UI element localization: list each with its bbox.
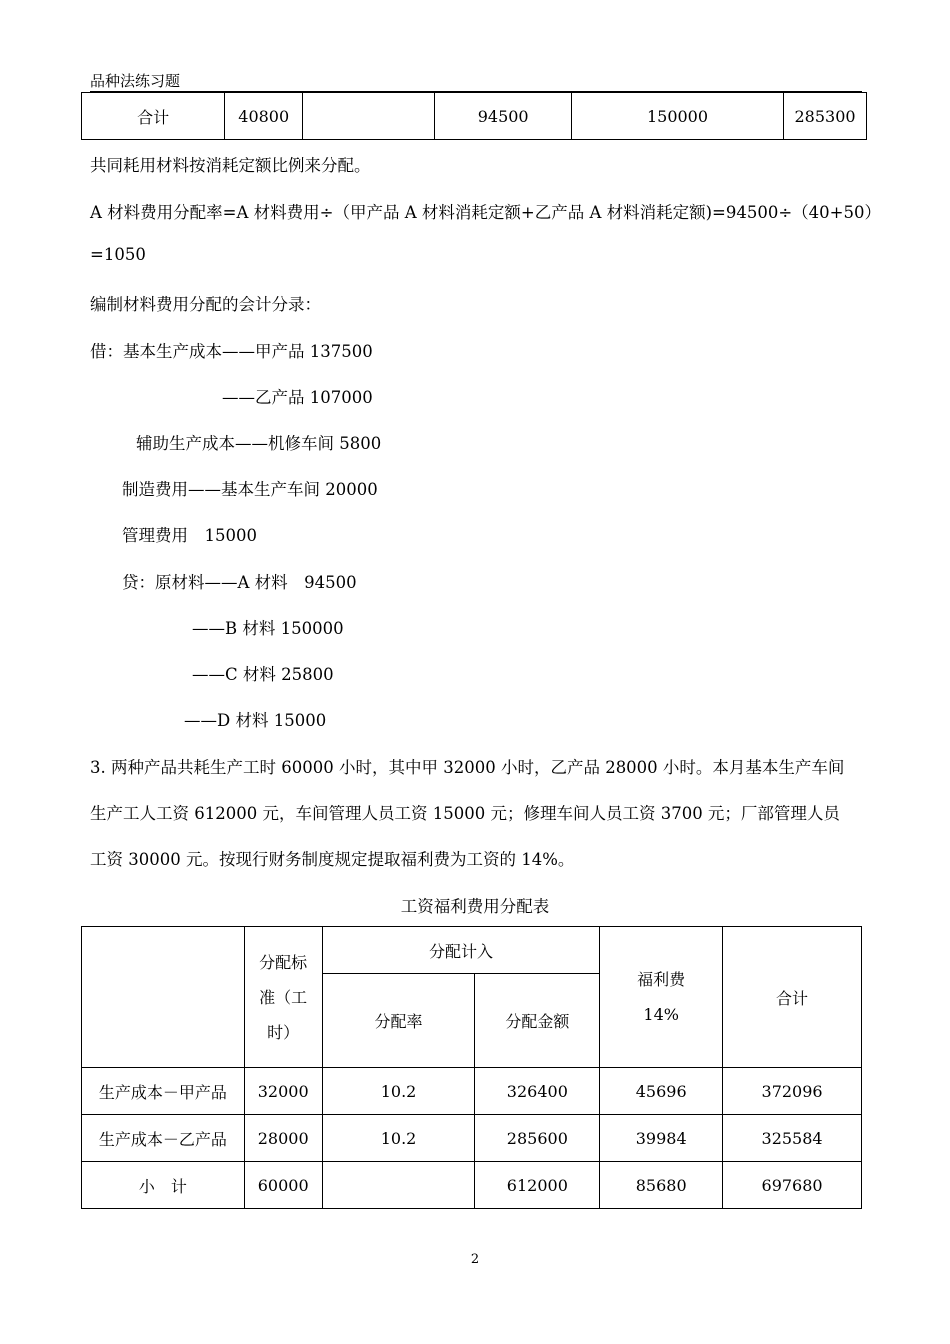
page-header: 品种法练习题 (90, 72, 181, 90)
table-row (82, 93, 867, 140)
header-text: 分配标 (259, 952, 308, 972)
welfare-header-cell (600, 927, 723, 1068)
text-line: =1050 (90, 245, 146, 264)
table-caption: 工资福利费用分配表 (400, 897, 550, 916)
header-text: 福利费 (637, 970, 686, 989)
table-cell: 10.2 (322, 1115, 475, 1162)
table-cell: 28000 (244, 1115, 322, 1162)
table-cell: 45696 (600, 1068, 723, 1115)
table-cell (303, 93, 435, 140)
journal-debit-line: 借：基本生产成本——甲产品 137500 (90, 342, 373, 361)
table-header-row (82, 927, 862, 974)
amount-header-cell: 分配金额 (475, 974, 600, 1068)
table-cell: 372096 (723, 1068, 862, 1115)
table-cell: 10.2 (322, 1068, 475, 1115)
text-line: 工资 30000 元。按现行财务制度规定提取福利费为工资的 14%。 (90, 850, 575, 869)
table-row (82, 1162, 862, 1209)
table-cell: 285300 (784, 93, 867, 140)
table-cell (322, 1162, 475, 1209)
page-number: 2 (470, 1252, 480, 1267)
row-name-cell: 生产成本－乙产品 (82, 1115, 245, 1162)
text-line: 编制材料费用分配的会计分录： (90, 295, 321, 314)
journal-line: 制造费用——基本生产车间 20000 (122, 480, 378, 499)
text-line: A 材料费用分配率=A 材料费用÷（甲产品 A 材料消耗定额+乙产品 A 材料消耗定额)=94500÷（40+50） (90, 203, 882, 222)
row-name-cell: 生产成本－甲产品 (82, 1068, 245, 1115)
journal-line: ——D 材料 15000 (184, 711, 327, 730)
total-header-cell: 合计 (723, 927, 862, 1068)
journal-line: 管理费用 15000 (122, 526, 257, 545)
table-cell: 40800 (225, 93, 303, 140)
header-text: 14% (643, 1005, 679, 1024)
journal-credit-line: 贷：原材料——A 材料 94500 (122, 573, 357, 592)
journal-line: ——C 材料 25800 (192, 665, 334, 684)
table-cell: 85680 (600, 1162, 723, 1209)
table-cell: 39984 (600, 1115, 723, 1162)
header-text: 时） (267, 1022, 300, 1042)
table-cell: 60000 (244, 1162, 322, 1209)
header-text: 准（工 (259, 987, 308, 1007)
row-name-cell: 小 计 (82, 1162, 245, 1209)
table-row (82, 1115, 862, 1162)
journal-line: ——B 材料 150000 (192, 619, 344, 638)
table-cell: 285600 (475, 1115, 600, 1162)
table-cell: 697680 (723, 1162, 862, 1209)
text-line: 共同耗用材料按消耗定额比例来分配。 (90, 156, 371, 175)
table-cell: 612000 (475, 1162, 600, 1209)
table-cell: 325584 (723, 1115, 862, 1162)
text-line: 3. 两种产品共耗生产工时 60000 小时，其中甲 32000 小时，乙产品 28000 小时。本月基本生产车间 (90, 758, 845, 777)
table-row (82, 1068, 862, 1115)
blank-header-cell (82, 927, 245, 1068)
table-cell: 94500 (435, 93, 572, 140)
alloc-header-cell: 分配计入 (322, 927, 600, 974)
journal-line: 辅助生产成本——机修车间 5800 (136, 434, 382, 453)
total-label-cell: 合计 (82, 93, 225, 140)
material-total-table (81, 92, 867, 140)
table-cell: 150000 (571, 93, 783, 140)
rate-header-cell: 分配率 (322, 974, 475, 1068)
text-line: 生产工人工资 612000 元，车间管理人员工资 15000 元；修理车间人员工资 3700 元；厂部管理人员 (90, 804, 840, 823)
table-cell: 32000 (244, 1068, 322, 1115)
table-cell: 326400 (475, 1068, 600, 1115)
standard-header-cell (244, 927, 322, 1068)
wage-welfare-table (81, 926, 862, 1209)
journal-line: ——乙产品 107000 (222, 388, 373, 407)
